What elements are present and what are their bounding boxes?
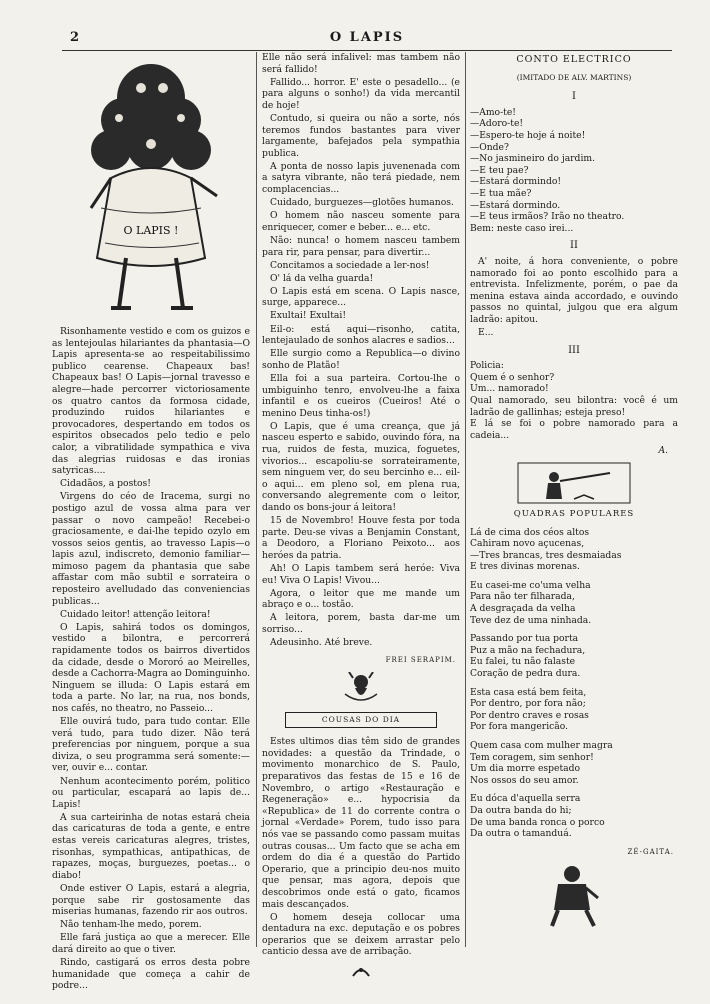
part-numeral: II bbox=[570, 240, 578, 252]
verse-line: Nos ossos do seu amor. bbox=[470, 774, 579, 786]
verse-line: Puz a mão na fechadura, bbox=[470, 644, 586, 656]
paragraph: Agora, o leitor que me mande um abraço e o... tostão. bbox=[262, 587, 460, 611]
paragraph: Ah! O Lapis tambem será heróe: Viva eu! Viva O Lapis! Vivou... bbox=[262, 562, 460, 586]
story-title: CONTO ELECTRICO bbox=[516, 54, 632, 65]
paragraph: Elle fará justiça ao que a merecer. Elle dará direito ao que o tiver. bbox=[52, 932, 250, 955]
verse-line: —Tres brancas, tres desmaiadas bbox=[470, 549, 622, 561]
paragraph: Exultai! Exultai! bbox=[270, 310, 347, 322]
paragraph: O Lapis, sahirá todos os domingos, vestido a bilontra, e percorrerá rapidamente todos os bairros divertidos da cidade, desde o Mororó ao Meirelles, desde a Cachorra-Magra ao Dominguinho. Ninguem se illuda: O Lapis estará em toda a parte. No lar, na rua, nos bonds, nos cafés, no theatro, no Passeio... bbox=[52, 621, 250, 714]
verse-line: Eu dóca d'aquella serra bbox=[470, 793, 581, 805]
stanza bbox=[470, 527, 678, 573]
devil-figure-illustration bbox=[331, 672, 391, 708]
paragraph: O homem deseja collocar uma dentadura na exc. deputação e os pobres operarios que se deixem arrastar pelo canticio dessa ave de arribação. bbox=[262, 911, 460, 958]
verse-line: Cahiram novo açucenas, bbox=[470, 538, 585, 550]
stanza bbox=[470, 687, 678, 733]
verse-line: De uma banda ronca o porco bbox=[470, 816, 605, 828]
dialogue-line: Bem: neste caso irei... bbox=[470, 222, 574, 234]
dialogue-line: —Espero-te hoje á noite! bbox=[470, 129, 586, 141]
paragraph: Elle não será infalivel: mas tambem não será fallido! bbox=[262, 52, 460, 75]
dialogue-line: —Estará dormindo. bbox=[470, 199, 561, 211]
column-rule bbox=[465, 52, 466, 947]
dialogue-line: —Estará dormindo! bbox=[470, 176, 562, 188]
ornament-icon bbox=[351, 964, 371, 978]
paragraph: O Lapis está em scena. O Lapis nasce, surge, apparece... bbox=[262, 285, 460, 309]
dialogue-line: Um... namorado! bbox=[470, 383, 549, 395]
paragraph: Não: nunca! o homem nasceu tambem para rir, para pensar, para divertir... bbox=[262, 234, 460, 258]
paragraph: Eil-o: está aqui—risonho, catita, lentejaulado de sonhos alacres e sadios... bbox=[262, 323, 460, 347]
seated-figure-illustration bbox=[544, 864, 604, 930]
verse-line: Passando por tua porta bbox=[470, 633, 579, 645]
verse-line: Tem coragem, sim senhor! bbox=[470, 751, 594, 763]
verse-line: Esta casa está bem feita, bbox=[470, 686, 587, 698]
paragraph: Cidadãos, a postos! bbox=[60, 478, 151, 490]
paragraph: Elle ouvirá tudo, para tudo contar. Elle verá tudo, para tudo dizer. Não terá preferencias por ninguem, porque a sua diviza, o seu programma será somente:—ver, ouvir e... contar. bbox=[52, 716, 250, 774]
story-signature: A. bbox=[658, 445, 668, 457]
dialogue-line: —Amo-te! bbox=[470, 106, 516, 118]
paragraph: Concitamos a sociedade a ler-nos! bbox=[270, 259, 430, 271]
paragraph: Nenhum acontecimento porém, politico ou particular, escapará ao lapis de... Lapis! bbox=[52, 775, 250, 810]
part-numeral: I bbox=[572, 91, 576, 103]
dialogue-line: —E tua mãe? bbox=[470, 187, 532, 199]
verse-line: Da outra o tamanduá. bbox=[470, 828, 572, 840]
verse-line: Lá de cima dos céos altos bbox=[470, 526, 590, 538]
paragraph: Fallido... horror. E' este o pesadello... (e para alguns o sonho!) da vida mercantil de hoje! bbox=[262, 76, 460, 111]
paragraph: Cuidado, burguezes—glotões humanos. bbox=[270, 197, 454, 209]
paragraph: A sua carteirinha de notas estará cheia das caricaturas de toda a gente, e entre estas vereis caricaturas alegres, tristes, risonhas, sympathicas, antipathicas, de rapazes, moças, burguezes, poetas... o diabo! bbox=[52, 811, 250, 881]
column-two bbox=[262, 52, 460, 978]
verse-line: E tres divinas morenas. bbox=[470, 561, 580, 573]
paragraph: Estes ultimos dias têm sido de grandes novidades: a questão da Trindade, o movimento monarchico de S. Paulo, preparativos das festas de 15 e 16 de Novembro, o artigo «Restauração e Regeneração» e... hypocrisia da «Republica» de 11 do corrente contra o jornal «Verdade» Porem, tudo isso para nós vae se passando como passam muitas outras cousas... Um facto que se acha em ordem do dia é a questão do Partido Operario, que a principio deu-nos muito que pensar, mas agora, depois que descobrimos onde está o gato, ficamos mais descançados. bbox=[262, 736, 460, 910]
dialogue-line: Quem é o senhor? bbox=[470, 371, 555, 383]
paragraph: A ponta de nosso lapis juvenenada com a satyra vibrante, não terá piedade, nem complacencias... bbox=[262, 160, 460, 196]
dialogue-line: Policia: bbox=[470, 360, 504, 372]
dialogue-line: Qual namorado, seu bilontra: você é um ladrão de gallinhas; esteja preso! bbox=[470, 394, 678, 418]
verse-line: Por dentro, por fora não; bbox=[470, 698, 586, 710]
paragraph: Ella foi a sua parteira. Cortou-lhe o umbiguinho tenro, envolveu-lhe a faixa infantil e os cueiros (Cueiros! Até o menino Deus tinha-os!) bbox=[262, 372, 460, 419]
page-number: 2 bbox=[70, 30, 80, 45]
paragraph: 15 de Novembro! Houve festa por toda parte. Deu-se vivas a Benjamin Constant, a Deodoro, a Floriano Peixoto... aos heróes da patria. bbox=[262, 515, 460, 561]
verse-line: Eu casei-me co'uma velha bbox=[470, 579, 591, 591]
column-rule bbox=[256, 52, 257, 947]
paragraph: Adeusinho. Até breve. bbox=[270, 637, 373, 648]
paragraph: A' noite, á hora conveniente, o pobre namorado foi ao ponto escolhido para a entrevista. Infelizmente, porém, o pae da menina estava ainda accordado, e ouvindo passos no quintal, julgou que era algum ladrão: apitou. bbox=[470, 255, 678, 325]
paragraph: Contudo, si queira ou não a sorte, nós teremos fundos bastantes para viver largamente, bafejados pela sympathia publica. bbox=[262, 112, 460, 159]
paragraph: Onde estiver O Lapis, estará a alegria, porque sabe rir gostosamente das miserias humanas, fazendo rir aos outros. bbox=[52, 882, 250, 918]
verse-line: Coração de pedra dura. bbox=[470, 668, 581, 680]
poem-signature: ZÉ-GAITA. bbox=[627, 847, 674, 856]
page-header bbox=[62, 30, 672, 51]
paragraph: Virgens do céo de Iracema, surgi no postigo azul de vossa alma para ver passar o novo campeão! Recebei-o graciosamente, e dai-lhe tepido ozylo em vossos seios gentis, ao travesso Lapis—o lapis azul, indiscreto, demonio familiar—mimoso pagem da phantasia que sabe affastar com mão subtil e sorrateira o reposteiro avelludado das conveniencias publicas... bbox=[52, 491, 250, 607]
lapis-mascot-illustration bbox=[71, 58, 231, 318]
story-subtitle: (IMITADO DE ALV. MARTINS) bbox=[516, 72, 632, 82]
verse-line: Da outra banda do hi; bbox=[470, 804, 572, 816]
paragraph: O homem não nasceu somente para enriquecer, comer e beber... e... etc. bbox=[262, 210, 460, 233]
paragraph: E... bbox=[478, 326, 494, 338]
verse-line: A desgraçada da velha bbox=[470, 603, 576, 615]
stanza bbox=[470, 580, 678, 626]
part-numeral: III bbox=[568, 344, 580, 356]
dialogue-block bbox=[470, 107, 678, 235]
paragraph: Não tenham-lhe medo, porem. bbox=[60, 919, 202, 931]
stanza bbox=[470, 740, 678, 786]
paragraph: Risonhamente vestido e com os guizos e as lentejoulas hilariantes da phantasia—O Lapis apresenta-se ao respeitabilissimo publico cearense. Chapeaux bas! Chapeaux bas! O Lapis—jornal travesso e alegre—hade percorrer victoriosamente os quatro cantos da formosa cidade, produzindo ruidos hilariantes e provocadores, despertando em todos os espiritos obsecados pelo tedio e pelo calor, a vibratilidade sympathica e viva das alegrias ruidosas e das ironias satyricas.... bbox=[52, 326, 250, 477]
verse-line: Por fora mangericão. bbox=[470, 721, 569, 733]
paragraph: Cuidado leitor! attenção leitora! bbox=[60, 608, 211, 620]
dialogue-line: E lá se foi o pobre namorado para a cadeia... bbox=[470, 418, 678, 441]
paragraph: Rindo, castigará os erros desta pobre humanidade que começa a cahir de podre... bbox=[52, 956, 250, 992]
hunter-illustration bbox=[514, 459, 634, 507]
verse-line: Teve dez de uma ninhada. bbox=[470, 614, 592, 626]
dialogue-line: —E teus irmãos? Irão no theatro. bbox=[470, 211, 625, 223]
illustration-caption: O LAPIS ! bbox=[123, 224, 179, 237]
signature: FREI SERAPIM. bbox=[385, 655, 456, 664]
paragraph: O Lapis, que é uma creança, que já nasceu esperto e sabido, ouvindo fóra, na rua, ruidos de festa, muzica, foguetes, vivorios... escapoliu-se sorrateiramente, sem ninguem ver, do seu bercinho e... eil-o aqui... em pleno sol, em plena rua, conversando alegremente com o leitor, dando os bons-jour á leitora! bbox=[262, 420, 460, 513]
paragraph: A leitora, porem, basta dar-me um sorriso... bbox=[262, 612, 460, 635]
column-one bbox=[52, 52, 250, 993]
verse-line: Por dentro craves e rosas bbox=[470, 709, 589, 721]
masthead-title: O LAPIS bbox=[329, 30, 405, 45]
dialogue-block bbox=[470, 360, 678, 441]
poem-title: QUADRAS POPULARES bbox=[513, 508, 635, 519]
dialogue-line: —Adoro-te! bbox=[470, 118, 524, 130]
paragraph: O' lá da velha guarda! bbox=[270, 272, 374, 284]
poem bbox=[470, 527, 678, 840]
verse-line: Um dia morre espetado bbox=[470, 763, 581, 775]
stanza bbox=[470, 793, 678, 839]
verse-line: Para não ter filharada, bbox=[470, 591, 575, 603]
dialogue-line: —E teu pae? bbox=[470, 164, 529, 176]
column-three bbox=[470, 52, 678, 930]
paragraph: Elle surgio como a Republica—o divino sonho de Platão! bbox=[262, 348, 460, 371]
verse-line: Eu falei, tu não falaste bbox=[470, 656, 576, 668]
dialogue-line: —Onde? bbox=[470, 141, 509, 153]
stanza bbox=[470, 633, 678, 679]
verse-line: Quem casa com mulher magra bbox=[470, 740, 613, 751]
dialogue-line: —No jasmineiro do jardim. bbox=[470, 153, 596, 165]
section-heading-box: COUSAS DO DIA bbox=[285, 712, 437, 728]
